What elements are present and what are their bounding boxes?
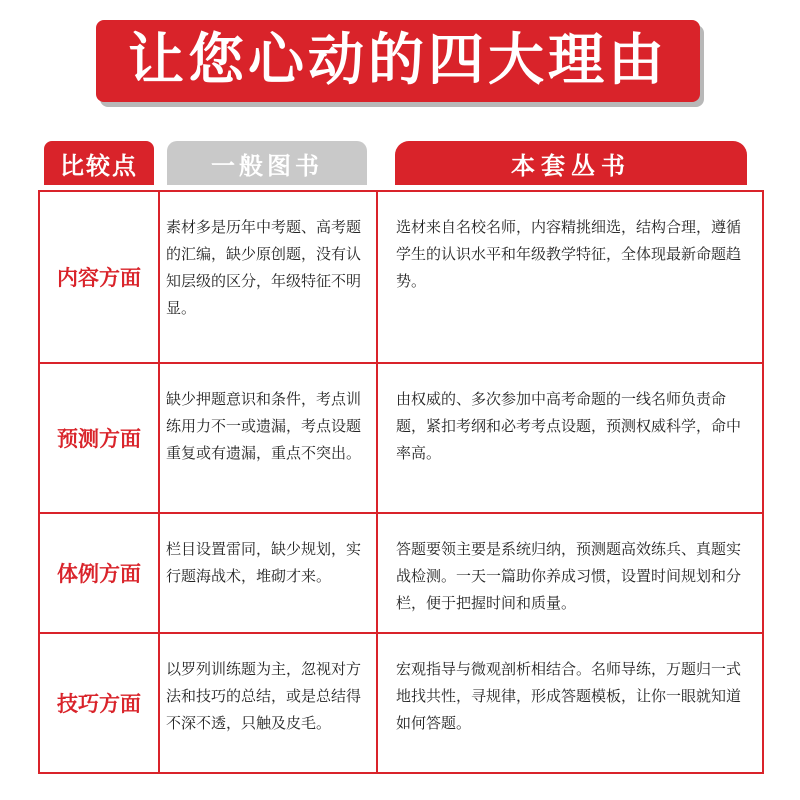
- series-cell-prediction: 由权威的、多次参加中高考命题的一线名师负责命题，紧扣考纲和必考考点设题，预测权威科学，命中率高。: [378, 364, 762, 514]
- series-cell-content: 选材来自名校名师，内容精挑细选，结构合理，遵循学生的认识水平和年级教学特征，全体现最新命题趋势。: [378, 192, 762, 364]
- general-cell-prediction: 缺少押题意识和条件，考点训练用力不一或遗漏，考点设题重复或有遗漏，重点不突出。: [160, 364, 378, 514]
- row-label-content: 内容方面: [40, 192, 160, 364]
- header-general-books: 一般图书: [167, 141, 367, 185]
- row-label-format: 体例方面: [40, 514, 160, 634]
- row-label-prediction: 预测方面: [40, 364, 160, 514]
- series-cell-technique: 宏观指导与微观剖析相结合。名师导练，万题归一式地找共性，寻规律，形成答题模板，让你一眼就知道如何答题。: [396, 660, 742, 732]
- header-compare: 比较点: [44, 141, 154, 185]
- series-cell-format: 答题要领主要是系统归纳，预测题高效练兵、真题实战检测。一天一篇助你养成习惯，设置时间规划和分栏，便于把握时间和质量。: [378, 514, 762, 634]
- title-banner: [96, 20, 700, 102]
- general-cell-technique: 以罗列训练题为主，忽视对方法和技巧的总结，或是总结得不深不透，只触及皮毛。: [160, 634, 378, 772]
- header-this-series: 本套丛书: [395, 141, 747, 185]
- row-label-technique: 技巧方面: [40, 634, 160, 772]
- page-title: 让您心动的四大理由: [128, 28, 668, 93]
- general-cell-content: 素材多是历年中考题、高考题的汇编，缺少原创题，没有认知层级的区分，年级特征不明显。: [160, 192, 378, 364]
- general-cell-format: 栏目设置雷同，缺少规划，实行题海战术，堆砌才来。: [160, 514, 378, 634]
- comparison-table: [38, 190, 764, 774]
